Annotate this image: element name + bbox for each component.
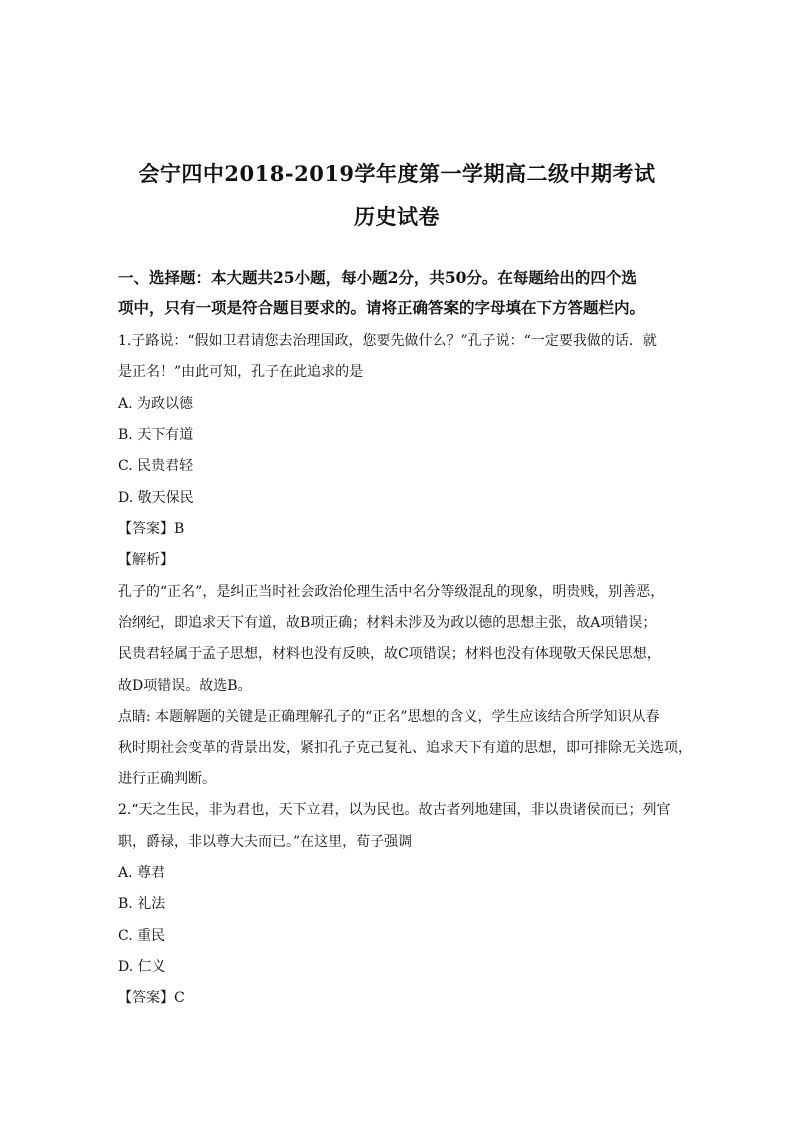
question-1-tip-line3: 进行正确判断。 [118, 771, 216, 787]
question-2-option-b: B. 礼法 [118, 896, 166, 912]
question-1-stem-line2: 是正名！”由此可知，孔子在此追求的是 [118, 364, 364, 380]
question-2-option-d: D. 仁义 [118, 959, 166, 975]
question-1-tip-line1: 点睛: 本题解题的关键是正确理解孔子的“正名”思想的含义，学生应该结合所学知识从春 [118, 709, 660, 725]
question-1-analysis-line1: 孔子的“正名”，是纠正当时社会政治伦理生活中名分等级混乱的现象，明贵贱，别善恶， [118, 584, 665, 600]
question-1-analysis-label: 【解析】 [118, 552, 174, 568]
question-1-analysis-line4: 故D项错误。故选B。 [118, 678, 252, 694]
section-instructions-line2: 项中，只有一项是符合题目要求的。请将正确答案的字母填在下方答题栏内。 [118, 298, 646, 317]
question-2-answer: 【答案】C [118, 990, 185, 1006]
section-instructions-line1: 一、选择题：本大题共25小题，每小题2分，共50分。在每题给出的四个选 [118, 268, 637, 287]
exam-title: 会宁四中2018-2019学年度第一学期高二级中期考试 [138, 161, 656, 186]
question-2-stem-line1: 2.“天之生民，非为君也，天下立君，以为民也。故古者列地建国，非以贵诸侯而已；列官 [118, 802, 671, 818]
question-1-option-c: C. 民贵君轻 [118, 458, 194, 474]
question-2-option-a: A. 尊君 [118, 865, 166, 881]
question-1-option-b: B. 天下有道 [118, 427, 194, 443]
question-1-option-a: A. 为政以德 [118, 396, 194, 412]
question-2-stem-line2: 职，爵禄，非以尊大夫而已。”在这里，荀子强调 [118, 834, 413, 850]
question-1-analysis-line3: 民贵君轻属于孟子思想，材料也没有反映，故C项错误；材料也没有体现敬天保民思想， [118, 646, 661, 662]
exam-subtitle: 历史试卷 [354, 204, 440, 229]
question-1-answer: 【答案】B [118, 521, 185, 537]
question-1-option-d: D. 敬天保民 [118, 490, 194, 506]
question-1-tip-line2: 秋时期社会变革的背景出发，紧扣孔子克己复礼、追求天下有道的思想，即可排除无关选项， [118, 740, 692, 756]
question-1-stem-line1: 1.子路说：“假如卫君请您去治理国政，您要先做什么？”孔子说：“一定要我做的话．就 [118, 333, 657, 349]
question-1-analysis-line2: 治纲纪，即追求天下有道，故B项正确；材料未涉及为政以德的思想主张，故A项错误； [118, 615, 657, 631]
question-2-option-c: C. 重民 [118, 928, 166, 944]
